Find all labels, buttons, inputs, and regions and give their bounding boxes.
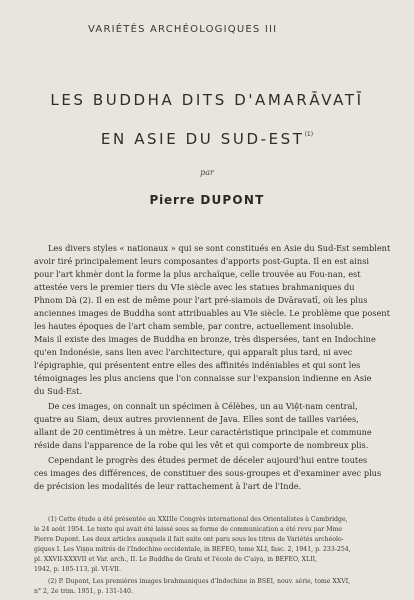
body-line: les hautes époques de l'art cham semble, par contre, actuellement insoluble. (34, 321, 354, 331)
body-line: ces images des différences, de constituer des sous-groupes et d'examiner avec plus (34, 468, 382, 478)
title-text: EN ASIE DU SUD-EST (100, 130, 305, 148)
body-line: pour l'art khmèr dont la forme la plus archaïque, celle trouvée au Fou-nan, est (34, 269, 361, 279)
footnote-line: le 24 août 1954. Le texte qui avait été laissé sous sa forme de communication a été revu par Mme (34, 526, 343, 533)
title-footnote-marker: (1) (304, 131, 314, 138)
body-line: avoir tiré principalement leurs composantes d'apports post-Gupta. Il en est ainsi (34, 256, 370, 266)
body-line: l'épigraphie, qui présentent entre elles des affinités indéniables et qui sont les (34, 360, 361, 370)
body-line: attestée vers le premier tiers du VIe siècle avec les statues brahmaniques du (34, 282, 355, 292)
article-title-line-1: LES BUDDHA DITS D'AMARĀVATĪ (50, 91, 364, 109)
footnote-line: Pierre Dupont. Les deux articles auxquels il fait suite ont paru sous les titres de Variétés archéolo- (34, 536, 344, 543)
body-line: de précision les modalités de leur rattachement à l'art de l'Inde. (34, 481, 302, 491)
body-line: Cependant le progrès des études permet de déceler aujourd'hui entre toutes (48, 455, 368, 465)
body-line: réside dans l'apparence de la robe qui les vêt et qui comporte de nombreux plis. (34, 440, 369, 450)
body-line: Phnom Dà (2). Il en est de même pour l'art pré-siamois de Dvāravatī, où les plus (34, 295, 368, 305)
footnote-line: giques I. Les Viṣṇu mitrés de l'Indochine occidentale, in BEFEO, tome XLI, fasc. 2, 1941, p. 233-254, (34, 546, 351, 553)
body-line: Les divers styles « nationaux » qui se sont constitués en Asie du Sud-Est semblent (48, 243, 391, 253)
body-line: du Sud-Est. (34, 386, 83, 396)
body-line: témoignages les plus anciens que l'on connaisse sur l'expansion indienne en Asie (34, 373, 372, 383)
author-name (0, 193, 414, 207)
body-line: quatre au Siam, deux autres proviennent de Java. Elles sont de tailles variées, (34, 414, 359, 424)
byline-par: par (200, 168, 214, 177)
footnote-line: n° 2, 2e trim. 1951, p. 131-140. (34, 588, 133, 595)
author-first-name: Pierre (149, 193, 196, 207)
author-last-name: DUPONT (200, 193, 265, 207)
footnote-line: (1) Cette étude a été présentée au XXIIIe Congrès international des Orientalistes à Cambridge, (48, 516, 348, 523)
footnote-line: pl. XXVII-XXXVII et Var. arch., II. Le Buddha de Grahi et l'école de C'aiya, in BEFEO, XLII, (34, 556, 318, 563)
article-title-line-2 (0, 130, 414, 148)
body-line: allant de 20 centimètres à un mètre. Leur caractéristique principale et commune (34, 427, 372, 437)
body-line: anciennes images de Buddha sont attribuables au VIe siècle. Le problème que posent (34, 308, 390, 318)
body-line: qu'en Indonésie, sans lien avec l'architecture, qui apparaît plus tard, ni avec (34, 347, 353, 357)
footnote-line: (2) P. Dupont, Les premières images brahmaniques d'Indochine in BSEI, nouv. série, tome XXVI, (48, 578, 351, 585)
running-header: VARIÉTÉS ARCHÉOLOGIQUES III (88, 24, 278, 35)
body-line: Mais il existe des images de Buddha en bronze, très dispersées, tant en Indochine (34, 334, 376, 344)
body-line: De ces images, on connaît un spécimen à Célèbes, un au Việt-nam central, (48, 401, 358, 411)
footnote-line: 1942, p. 105-113, pl. VI-VII. (34, 566, 121, 573)
